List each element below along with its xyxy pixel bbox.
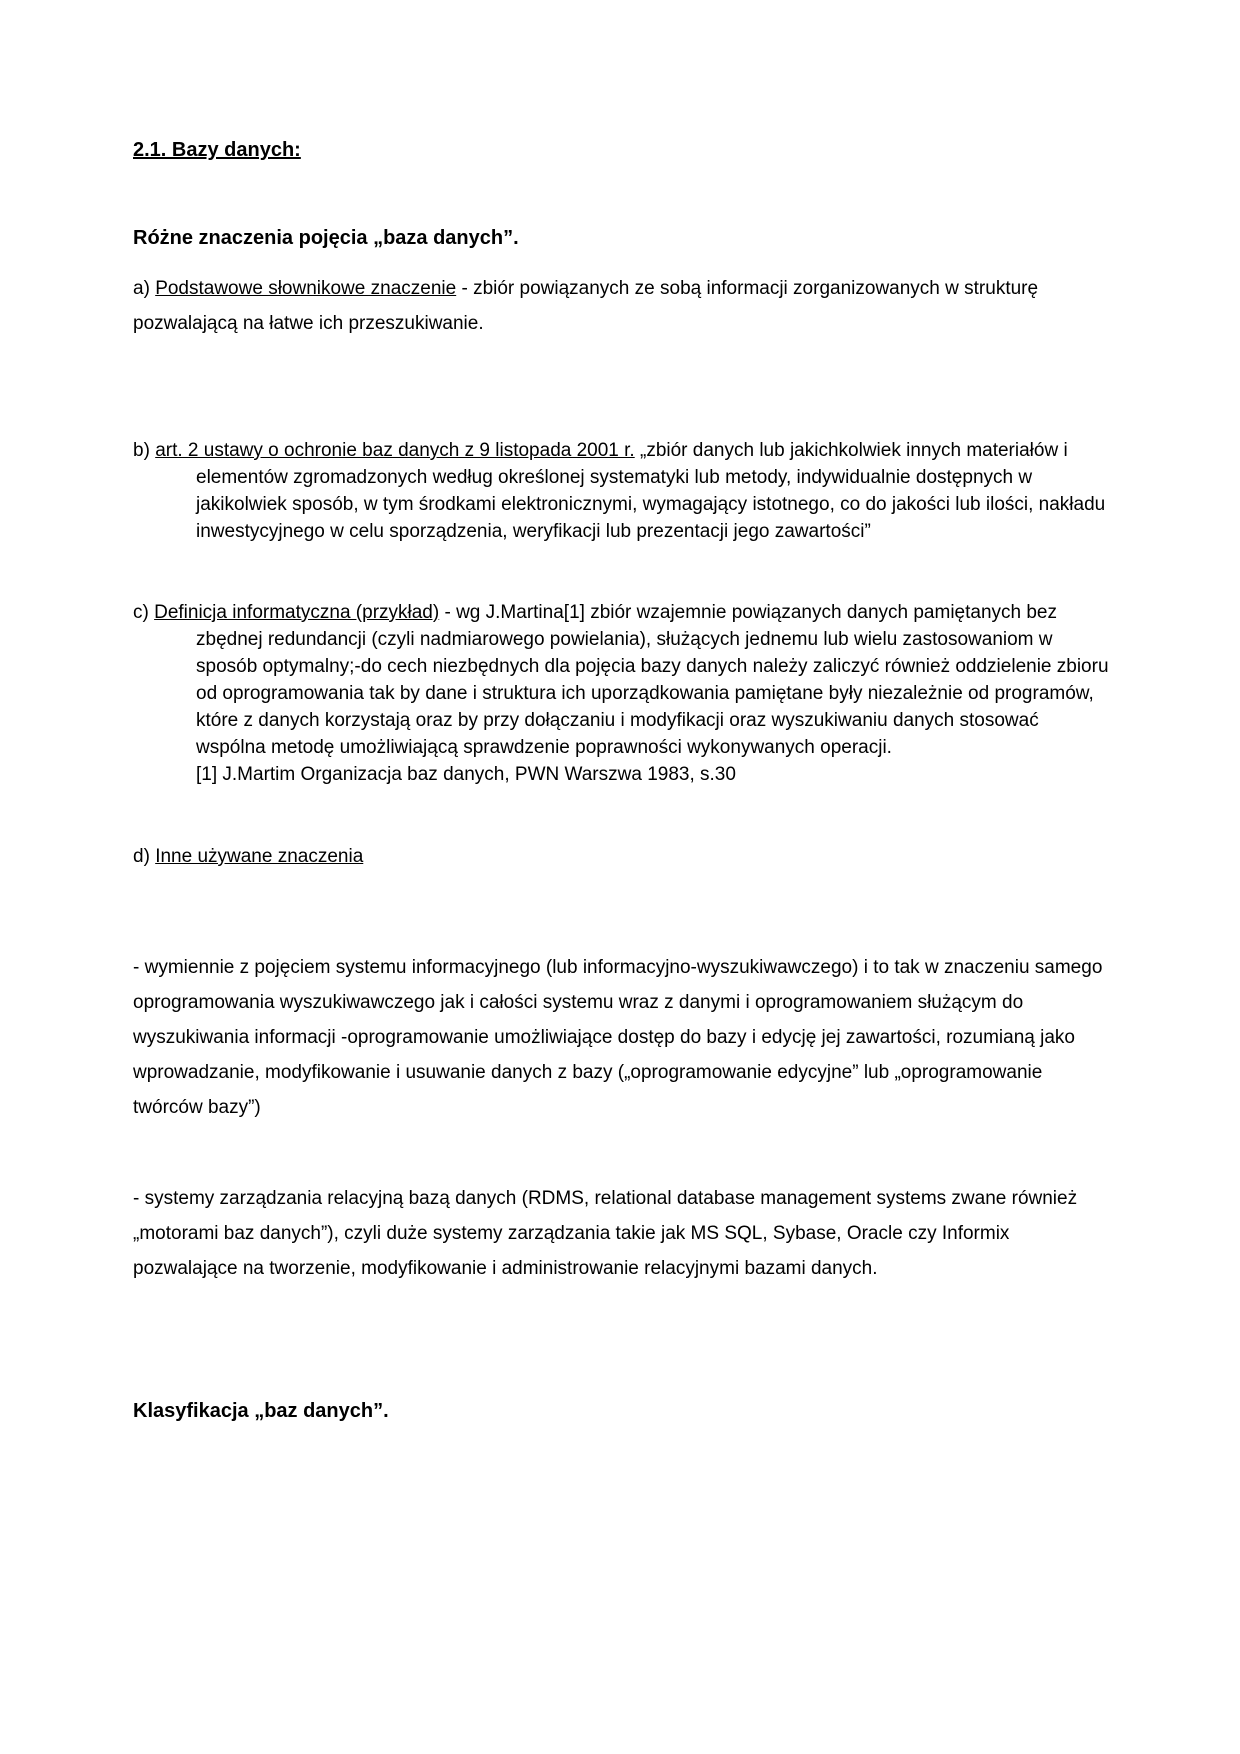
paragraph-a-term: Podstawowe słownikowe znaczenie xyxy=(155,278,457,299)
paragraph-c-prefix: c) xyxy=(133,602,155,623)
paragraph-c-term: Definicja informatyczna (przykład) xyxy=(154,602,440,623)
paragraph-c xyxy=(133,599,1110,788)
classification-heading: Klasyfikacja „baz danych”. xyxy=(133,1400,389,1422)
paragraph-b-prefix: b) xyxy=(133,440,156,461)
usage-paragraph-information-system: - wymiennie z pojęciem systemu informacyjnego (lub informacyjno-wyszukiwawczego) i to tak w znaczeniu samego oprogramowania wyszukiwawczego jak i całości systemu wraz z danymi i oprogramowaniem służącym do wyszukiwania informacji -oprogramowanie umożliwiające dostęp do bazy i edycję jej zawartości, rozumianą jako wprowadzanie, modyfikowanie i usuwanie danych z bazy („oprogramowanie edycyjne” lub „oprogramowanie twórców bazy”) xyxy=(133,957,1103,1118)
paragraph-d-prefix: d) xyxy=(133,846,156,867)
usage-paragraph-rdms: - systemy zarządzania relacyjną bazą danych (RDMS, relational database management systems zwane również „motorami baz danych”), czyli duże systemy zarządzania takie jak MS SQL, Sybase, Oracle czy Informix pozwalające na tworzenie, modyfikowanie i administrowanie relacyjnymi bazami danych. xyxy=(133,1188,1078,1279)
paragraph-a-text: - zbiór powiązanych ze sobą informacji zorganizowanych w strukturę pozwalającą na łatwe ich przeszukiwanie. xyxy=(133,278,1039,334)
paragraph-b xyxy=(133,437,1110,545)
page-title: 2.1. Bazy danych: xyxy=(133,139,301,161)
paragraph-b-term: art. 2 ustawy o ochronie baz danych z 9 listopada 2001 r. xyxy=(155,440,635,461)
paragraph-d xyxy=(133,842,1110,872)
paragraph-d-term: Inne używane znaczenia xyxy=(155,846,364,867)
paragraph-a-prefix: a) xyxy=(133,278,156,299)
paragraph-c-text: - wg J.Martina[1] zbiór wzajemnie powiązanych danych pamiętanych bez zbędnej redundancji (czyli nadmiarowego powielania), służących jednemu lub wielu zastosowaniom w sposób optymalny;-do cech niezbędnych dla pojęcia bazy danych należy zaliczyć również oddzielenie zbioru od oprogramowania tak by dane i struktura ich uporządkowania pamiętane były niezależnie od programów, które z danych korzystają oraz by przy dołączaniu i modyfikacji oraz wyszukiwaniu danych stosować wspólna metodę umożliwiającą sprawdzenie poprawności wykonywanych operacji. xyxy=(196,602,1109,758)
meanings-heading: Różne znaczenia pojęcia „baza danych”. xyxy=(133,227,519,249)
paragraph-a xyxy=(133,271,1110,341)
paragraph-b-text: „zbiór danych lub jakichkolwiek innych materiałów i elementów zgromadzonych według określonej systematyki lub metody, indywidualnie dostępnych w jakikolwiek sposób, w tym środkami elektronicznymi, wymagający istotnego, co do jakości lub ilości, nakładu inwestycyjnego w celu sporządzenia, weryfikacji lub prezentacji jego zawartości” xyxy=(196,440,1106,542)
paragraph-c-footnote: [1] J.Martim Organizacja baz danych, PWN Warszwa 1983, s.30 xyxy=(196,764,736,785)
